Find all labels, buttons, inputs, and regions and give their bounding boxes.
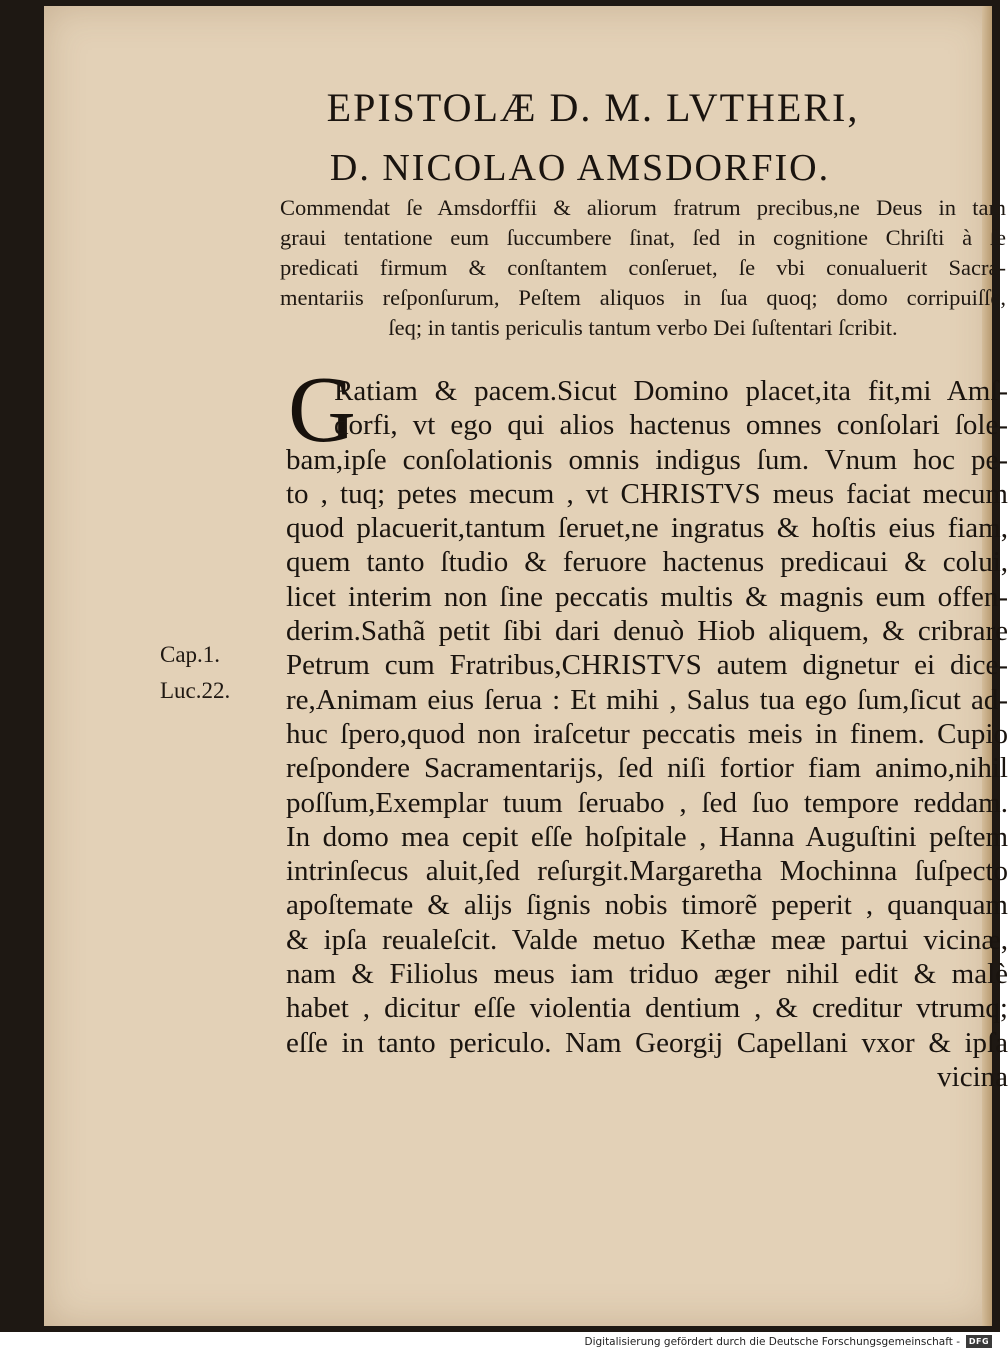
- decorated-initial: G: [288, 358, 356, 462]
- footer-bar: [0, 1334, 1000, 1352]
- body-line: nam & Filiolus meus iam triduo æger nihil edit & malè: [286, 958, 1008, 991]
- letter-summary: [280, 193, 1006, 343]
- body-line: quem tanto ſtudio & feruore hactenus predicaui & colui,: [286, 546, 1008, 579]
- body-line: quod placuerit,tantum ſeruet,ne ingratus & hoſtis eius fiam,: [286, 512, 1008, 545]
- margin-note-cap: Cap.1.: [160, 642, 221, 667]
- body-line: bam,ipſe conſolationis omnis indigus ſum. Vnum hoc pe-: [286, 443, 1008, 476]
- funding-credit: Digitalisierung gefördert durch die Deutsche Forschungsgemeinschaft -: [584, 1336, 960, 1348]
- summary-line: mentariis reſponſurum, Peſtem aliquos in ſua quoq; domo corripuiſſe,: [280, 285, 1006, 310]
- body-line: huc ſpero,quod non iraſcetur peccatis meis in finem. Cupio: [286, 717, 1008, 750]
- letter-body: [286, 358, 1008, 1094]
- body-line: apoſtemate & alijs ſignis nobis timorẽ peperit , quanquam: [286, 889, 1008, 922]
- body-line: & ipſa reualeſcit. Valde metuo Kethæ meæ partui vicinæ,: [286, 923, 1008, 956]
- summary-line: predicati firmum & conſtantem conſeruet, ſe vbi conualuerit Sacra-: [280, 255, 1006, 280]
- book-page: [44, 6, 1008, 1326]
- summary-line: Commendat ſe Amsdorffii & aliorum fratrum precibus,ne Deus in tam: [280, 195, 1006, 220]
- dfg-logo-icon: DFG: [966, 1335, 992, 1348]
- catchword: vicina: [937, 1060, 1008, 1093]
- body-line: habet , dicitur eſſe violentia dentium , & creditur vtrumq;: [286, 992, 1008, 1025]
- body-line: derim.Sathã petit ſibi dari denuò Hiob aliquem, & cribrare: [286, 615, 1008, 648]
- body-line: Ratiam & pacem.Sicut Domino placet,ita fit,mi Amſ-: [334, 375, 1008, 407]
- summary-line: ſeq; in tantis periculis tantum verbo Dei ſuſtentari ſcribit.: [388, 315, 898, 340]
- heading-line-1: EPISTOLÆ D. M. LVTHERI,: [326, 85, 860, 130]
- body-line: licet interim non ſine peccatis multis & magnis eum offen-: [286, 580, 1008, 613]
- body-line: to , tuq; petes mecum , vt CHRISTVS meus faciat mecum: [286, 477, 1008, 510]
- body-line: re,Animam eius ſerua : Et mihi , Salus tua ego ſum,ſicut ad-: [286, 683, 1008, 716]
- body-line: reſpondere Sacramentarijs, ſed niſi fortior fiam animo,nihil: [286, 752, 1008, 785]
- body-line: In domo mea cepit eſſe hoſpitale , Hanna Auguſtini peſtem: [286, 820, 1008, 853]
- heading-line-2: D. NICOLAO AMSDORFIO.: [329, 147, 831, 189]
- body-line: eſſe in tanto periculo. Nam Georgij Capellani vxor & ipſa: [286, 1026, 1008, 1059]
- body-line: dorfi, vt ego qui alios hactenus omnes conſolari ſole-: [334, 409, 1008, 442]
- margin-note-luc: Luc.22.: [160, 678, 231, 703]
- body-line: Petrum cum Fratribus,CHRISTVS autem dignetur ei dice-: [286, 649, 1008, 682]
- body-line: intrinſecus aluit,ſed reſurgit.Margaretha Mochinna ſuſpecto: [286, 855, 1008, 888]
- body-line: poſſum,Exemplar tuum ſeruabo , ſed ſuo tempore reddam.: [286, 786, 1008, 819]
- summary-line: graui tentatione eum ſuccumbere ſinat, ſed in cognitione Chriſti à ſe: [280, 225, 1006, 250]
